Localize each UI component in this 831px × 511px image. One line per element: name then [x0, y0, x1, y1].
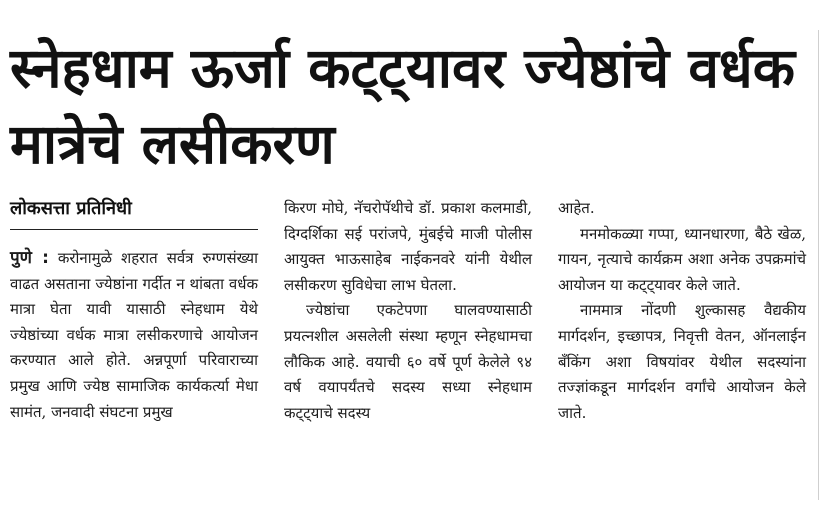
- article-paragraph: [10, 246, 258, 425]
- byline-divider: [10, 229, 258, 230]
- article-column-2: [284, 196, 532, 426]
- article-column-1: [10, 246, 258, 425]
- dateline: पुणे :: [10, 248, 49, 268]
- article-paragraph: मनमोकळ्या गप्पा, ध्यानधारणा, बैठे खेळ, गायन, नृत्याचे कार्यक्रम अशा अनेक उपक्रमांचे आयोजन या कट्ट्यावर केले जाते.: [558, 224, 806, 294]
- article-paragraph: ज्येष्ठांचा एकटेपणा घालवण्यासाठी प्रयत्नशील असलेली संस्था म्हणून स्नेहधामचा लौकिक आहे. वयाची ६० वर्षे पूर्ण केलेले ९४ वर्ष वयापर्यंतचे सदस्य सध्या स्नेहधाम कट्ट्याचे सदस्य: [284, 301, 532, 422]
- byline: लोकसत्ता प्रतिनिधी: [10, 198, 132, 219]
- article-paragraph: आहेत.: [558, 199, 595, 217]
- article-paragraph: नाममात्र नोंदणी शुल्कासह वैद्यकीय मार्गदर्शन, इच्छापत्र, निवृत्ती वेतन, ऑनलाईन बँकिंग अशा विषयांवर येथील सदस्यांना तज्ज्ञांकडून मार्गदर्शन वर्गांचे आयोजन केले जाते.: [558, 301, 806, 422]
- article-column-3: [558, 196, 806, 426]
- page-edge-rule: [818, 30, 819, 500]
- article-paragraph: किरण मोघे, नॅचरोपॅथीचे डॉ. प्रकाश कलमाडी, दिग्दर्शिका सई परांजपे, मुंबईचे माजी पोलीस आयुक्त भाऊसाहेब नाईकनवरे यांनी येथील लसीकरण सुविधेचा लाभ घेतला.: [284, 199, 532, 294]
- paragraph-text: करोनामुळे शहरात सर्वत्र रुग्णसंख्या वाढत असताना ज्येष्ठांना गर्दीत न थांबता वर्धक मात्रा घेता यावी यासाठी स्नेहधाम येथे ज्येष्ठांच्या वर्धक मात्रा लसीकरणाचे आयोजन करण्यात आले होते. अन्नपूर्णा परिवाराच्या प्रमुख आणि ज्येष्ठ सामाजिक कार्यकर्त्या मेधा सामंत, जनवादी संघटना प्रमुख: [10, 249, 258, 421]
- headline: स्नेहधाम ऊर्जा कट्ट्यावर ज्येष्ठांचे वर्धक मात्रेचे लसीकरण: [10, 36, 795, 176]
